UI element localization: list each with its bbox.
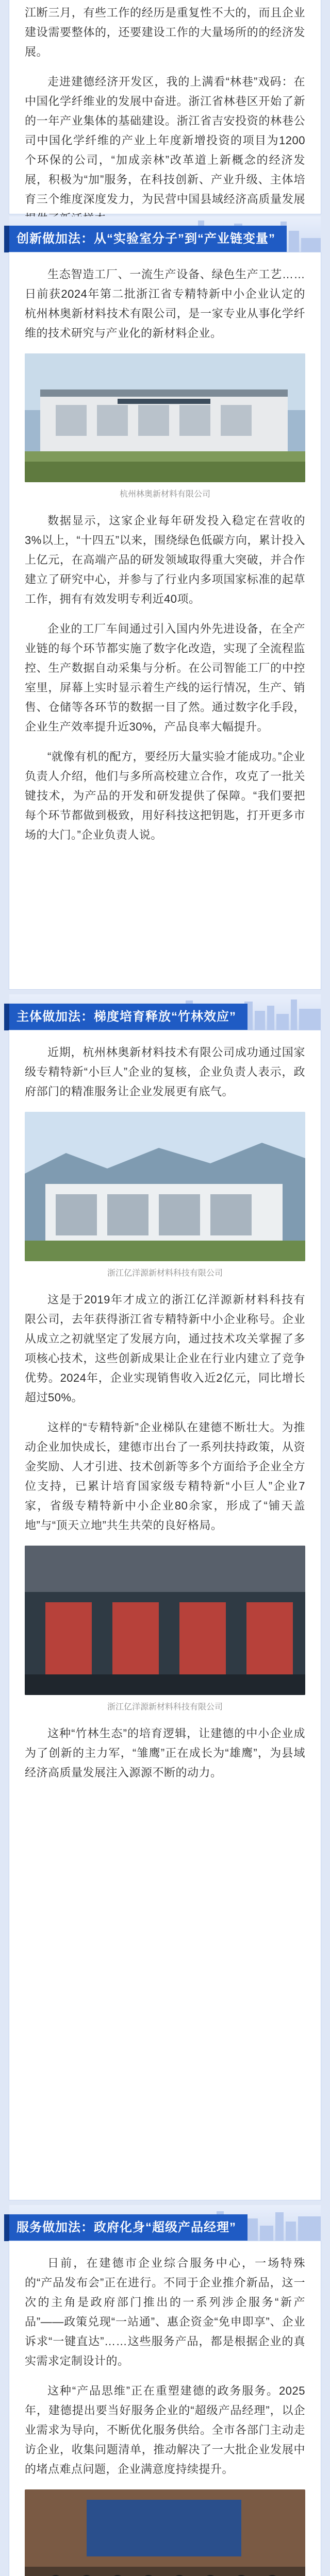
- industrial-park-photo: [25, 1112, 305, 1261]
- industrial-park-photo-caption: 浙江亿洋源新材料科技有限公司: [107, 1269, 223, 1278]
- section-card-innovation: [9, 252, 321, 989]
- service-paragraph-2: 这种“产品思维”正在重塑建德的政务服务。2025年，建德提出要当好服务企业的“超级产品经理”，以企业需求为导向，不断优化服务供给。全市各部门主动走访企业，收集问题清单，推动解决了一大批企业发展中的堵点难点问题，企业满意度持续提升。: [25, 2384, 305, 2476]
- section-banner-innovation: [9, 216, 321, 252]
- cultivation-paragraph-3: 这样的“专精特新”企业梯队在建德不断壮大。为推动企业加快成长，建德市出台了一系列扶持政策，从资金奖励、人才引进、技术创新等多个方面给予企业全方位支持，已累计培育国家级专精特新“小巨人”企业7家，省级专精特新中小企业80余家，形成了“铺天盖地”与“顶天立地”共生共荣的良好格局。: [25, 1421, 305, 1532]
- innovation-paragraph-4: “就像有机的配方，要经历大量实验才能成功。”企业负责人介绍，他们与多所高校建立合作，攻克了一批关键技术，为产品的开发和研发提供了保障。“我们要把每个环节都做到极致，用好科技这把钥匙，打开更多市场的大门。”企业负责人说。: [25, 750, 305, 841]
- section-title-service: 服务做加法：政府化身“超级产品经理”: [9, 2214, 248, 2241]
- factory-photo-caption: 杭州林奥新材料有限公司: [119, 490, 210, 499]
- section-card-service: [9, 2241, 321, 2576]
- intro-paragraph-1: 江断三月，有些工作的经历是重复性不大的，而且企业建设需要整体的，还要建设工作的大量场所的的经济发展。: [25, 6, 305, 58]
- section-banner-service: [9, 2205, 321, 2241]
- workshop-photo-caption: 浙江亿洋源新材料科技有限公司: [107, 1703, 223, 1711]
- cultivation-paragraph-4: 这种“竹林生态”的培育逻辑，让建德的中小企业成为了创新的主力军，“雏鹰”正在成长为“雄鹰”，为县域经济高质量发展注入源源不断的动力。: [25, 1727, 305, 1779]
- workshop-photo: [25, 1546, 305, 1695]
- service-paragraph-1: 日前，在建德市企业综合服务中心，一场特殊的“产品发布会”正在进行。不同于企业推介新品，这一次的主角是政府部门推出的一系列涉企服务“新产品”——政策兑现“一站通”、惠企资金“免申即享”、企业诉求“一键直达”……这些服务产品，都是根据企业的真实需求定制设计的。: [25, 2257, 305, 2367]
- cultivation-paragraph-2: 这是于2019年才成立的浙江亿洋源新材料科技有限公司，去年获得浙江省专精特新中小企业称号。企业从成立之初就坚定了发展方向，通过技术攻关掌握了多项核心技术，这些创新成果让企业在行业内建立了竞争优势。2024年，企业实现销售收入近2亿元，同比增长超过50%。: [25, 1293, 305, 1404]
- factory-photo: [25, 353, 305, 482]
- innovation-paragraph-3: 企业的工厂车间通过引入国内外先进设备，在全产业链的每个环节都实施了数字化改造，实现了全流程监控、生产数据自动采集与分析。在公司智能工厂的中控室里，屏幕上实时显示着生产线的运行情况，生产、销售、仓储等各环节的数据一目了然。通过数字化手段，企业生产效率提升近30%，产品良率大幅提升。: [25, 622, 305, 733]
- section-card-cultivation: [9, 1030, 321, 2200]
- section-title-cultivation: 主体做加法：梯度培育释放“竹林效应”: [9, 1004, 248, 1030]
- cultivation-paragraph-1: 近期，杭州林奥新材料技术有限公司成功通过国家级专精特新“小巨人”企业的复核，企业负责人表示，政府部门的精准服务让企业发展更有底气。: [25, 1046, 305, 1098]
- intro-paragraph-2: 走进建德经济开发区，我的上满看“林巷”戏码：在中国化学纤维业的发展中奋进。浙江省林巷区开始了新的一年产业集体的基础建设。浙江省吉安投资的林巷公司中国化学纤维的产业上年度新增投资的项目为1200个环保的公司，“加成亲林”改革道上新概念的经济发展，积极为“加”服务，在科技创新、产业升级、主体培育三个维度深度发力，为民营中国县域经济高质量发展: [25, 75, 305, 206]
- section-title-innovation: 创新做加法：从“实验室分子”到“产业链变量”: [9, 226, 287, 252]
- section-banner-cultivation: [9, 994, 321, 1030]
- meeting-photo: [25, 2489, 305, 2576]
- innovation-paragraph-2: 数据显示，这家企业每年研发投入稳定在营收的3%以上，“十四五”以来，围绕绿色低碳方向，累计投入上亿元，在高端产品的研发领域取得重大突破，并合作建立了研究中心，并参与了行业内多项国家标准的起草工作，拥有有效发明专利近40项。: [25, 514, 305, 605]
- intro-card: [9, 0, 321, 214]
- innovation-paragraph-1: 生态智造工厂、一流生产设备、绿色生产工艺……日前获2024年第二批浙江省专精特新中小企业认定的杭州林奥新材料技术有限公司，是一家专业从事化学纤维的技术研究与产业化的新材料企业。: [25, 268, 305, 340]
